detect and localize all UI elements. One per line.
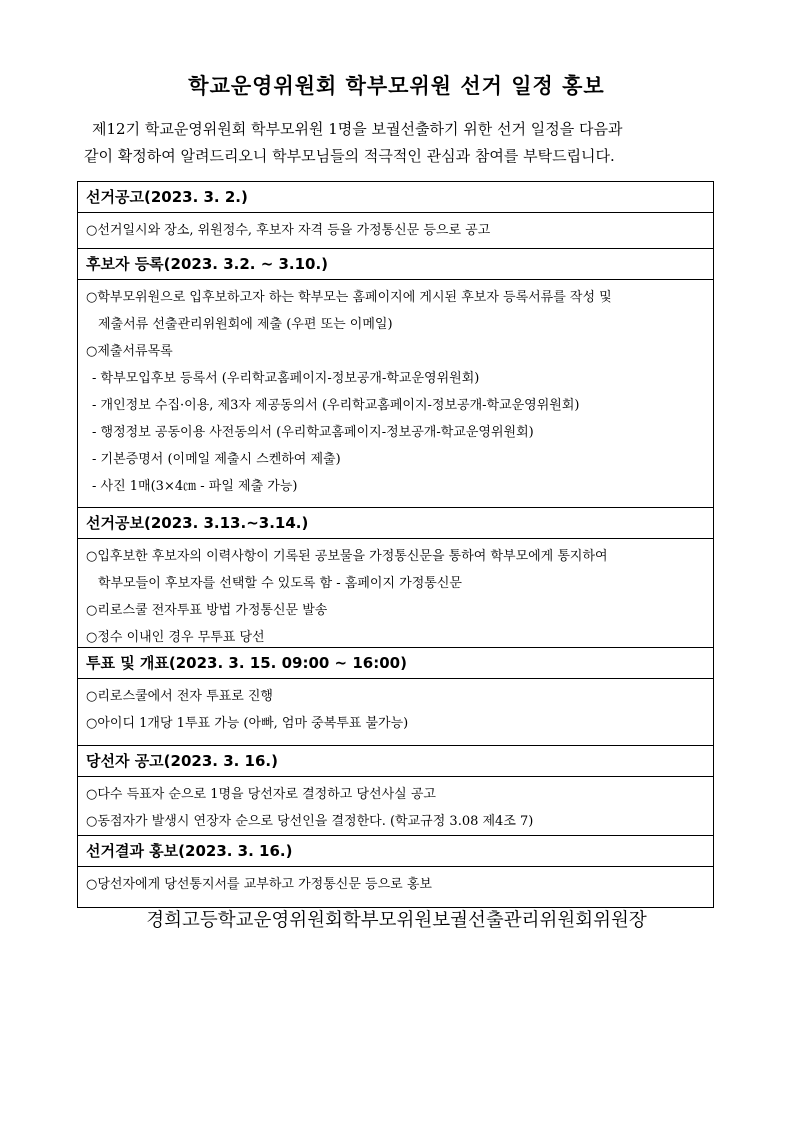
section-body-registration [78, 280, 713, 508]
section-header-winner: 당선자 공고(2023. 3. 16.) [78, 746, 713, 777]
list-item: ○제출서류목록 [86, 344, 173, 359]
section-body-winner [78, 777, 713, 836]
intro-paragraph [84, 116, 724, 170]
list-item: ○리로스쿨에서 전자 투표로 진행 [86, 689, 273, 704]
list-item: 제출서류 선출관리위원회에 제출 (우편 또는 이메일) [98, 317, 393, 332]
section-body-campaign [78, 539, 713, 648]
section-header-result: 선거결과 홍보(2023. 3. 16.) [78, 836, 713, 867]
list-item: ○다수 득표자 순으로 1명을 당선자로 결정하고 당선사실 공고 [86, 787, 436, 802]
section-header-voting: 투표 및 개표(2023. 3. 15. 09:00 ~ 16:00) [78, 648, 713, 679]
intro-line: 제12기 학교운영위원회 학부모위원 1명을 보궐선출하기 위한 선거 일정을 다음과 [92, 120, 623, 138]
section-body-result [78, 867, 713, 907]
list-item: - 행정정보 공동이용 사전동의서 (우리학교홈페이지-정보공개-학교운영위원회) [92, 425, 534, 440]
page-title: 학교운영위원회 학부모위원 선거 일정 홍보 [188, 74, 605, 98]
list-item: - 개인정보 수집·이용, 제3자 제공동의서 (우리학교홈페이지-정보공개-학교운영위원회) [92, 398, 580, 413]
list-item: - 학부모입후보 등록서 (우리학교홈페이지-정보공개-학교운영위원회) [92, 371, 480, 386]
list-item: ○아이디 1개당 1투표 가능 (아빠, 엄마 중복투표 불가능) [86, 716, 409, 731]
list-item: ○선거일시와 장소, 위원정수, 후보자 자격 등을 가정통신문 등으로 공고 [86, 223, 491, 238]
list-item: ○입후보한 후보자의 이력사항이 기록된 공보물을 가정통신문을 통하여 학부모에게 통지하여 [86, 549, 608, 564]
intro-line: 같이 확정하여 알려드리오니 학부모님들의 적극적인 관심과 참여를 부탁드립니다. [84, 147, 615, 165]
section-body-notice [78, 213, 713, 249]
section-header-registration: 후보자 등록(2023. 3.2. ~ 3.10.) [78, 249, 713, 280]
list-item: 학부모들이 후보자를 선택할 수 있도록 함 - 홈페이지 가정통신문 [98, 576, 462, 591]
list-item: - 기본증명서 (이메일 제출시 스켄하여 제출) [92, 452, 341, 467]
list-item: - 사진 1매(3×4㎝ - 파일 제출 가능) [92, 479, 298, 494]
schedule-table [77, 181, 714, 908]
list-item: ○당선자에게 당선통지서를 교부하고 가정통신문 등으로 홍보 [86, 877, 432, 892]
signature-footer: 경희고등학교운영위원회학부모위원보궐선출관리위원회위원장 [146, 910, 647, 931]
section-header-campaign: 선거공보(2023. 3.13.~3.14.) [78, 508, 713, 539]
list-item: ○리로스쿨 전자투표 방법 가정통신문 발송 [86, 603, 328, 618]
list-item: ○동점자가 발생시 연장자 순으로 당선인을 결정한다. (학교규정 3.08 제4조 7) [86, 814, 534, 829]
section-body-voting [78, 679, 713, 746]
section-header-notice: 선거공고(2023. 3. 2.) [78, 182, 713, 213]
list-item: ○정수 이내인 경우 무투표 당선 [86, 630, 265, 645]
list-item: ○학부모위원으로 입후보하고자 하는 학부모는 홈페이지에 게시된 후보자 등록서류를 작성 및 [86, 290, 612, 305]
